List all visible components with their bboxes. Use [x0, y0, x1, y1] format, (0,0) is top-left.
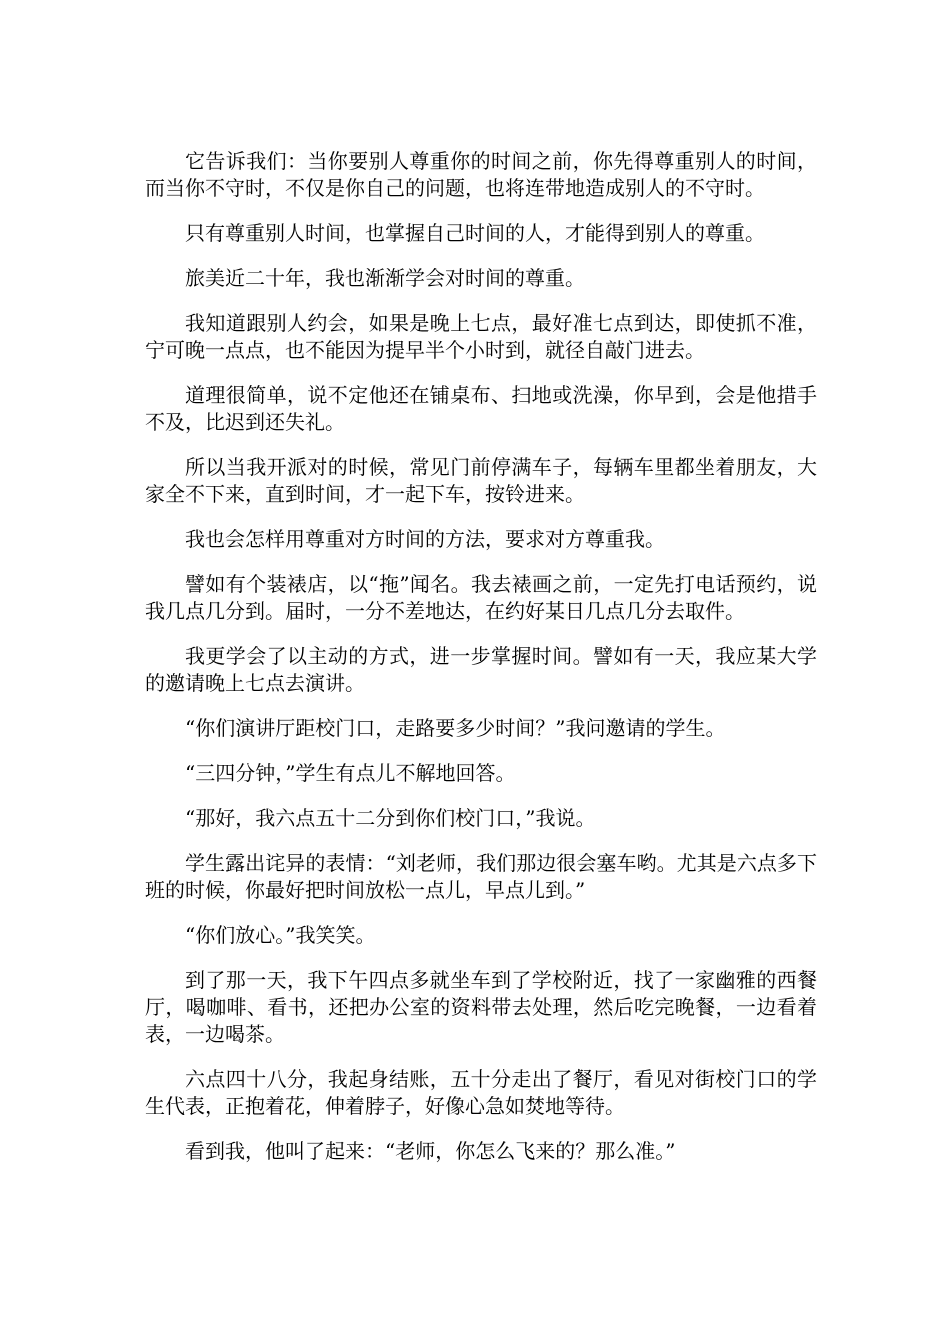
paragraph-17: 看到我，他叫了起来：“老师，你怎么飞来的？那么准。” — [185, 1139, 676, 1163]
paragraph-15: 到了那一天，我下午四点多就坐车到了学校附近，找了一家幽雅的西餐厅，喝咖啡、看书，还把办公室的资料带去处理，然后吃完晚餐，一边看着表，一边喝茶。 — [145, 968, 817, 1046]
paragraph-16: 六点四十八分，我起身结账，五十分走出了餐厅，看见对街校门口的学生代表，正抱着花，伸着脖子，好像心急如焚地等待。 — [145, 1067, 817, 1118]
paragraph-7: 我也会怎样用尊重对方时间的方法，要求对方尊重我。 — [185, 527, 665, 551]
document-body — [145, 148, 817, 1183]
paragraph-12: “那好，我六点五十二分到你们校门口，”我说。 — [185, 806, 596, 830]
paragraph-8: 譬如有个装裱店，以“拖”闻名。我去裱画之前，一定先打电话预约，说我几点几分到。届时，一分不差地达，在约好某日几点几分去取件。 — [145, 572, 817, 623]
paragraph-13: 学生露出诧异的表情：“刘老师，我们那边很会塞车哟。尤其是六点多下班的时候，你最好把时间放松一点儿，早点儿到。” — [145, 851, 817, 902]
paragraph-6: 所以当我开派对的时候，常见门前停满车子，每辆车里都坐着朋友，大家全不下来，直到时间，才一起下车，按铃进来。 — [145, 455, 817, 506]
paragraph-11: “三四分钟，”学生有点儿不解地回答。 — [185, 761, 516, 785]
paragraph-14: “你们放心。”我笑笑。 — [185, 923, 376, 947]
paragraph-3: 旅美近二十年，我也渐渐学会对时间的尊重。 — [185, 266, 585, 290]
paragraph-10: “你们演讲厅距校门口，走路要多少时间？”我问邀请的学生。 — [185, 716, 726, 740]
paragraph-5: 道理很简单，说不定他还在铺桌布、扫地或洗澡，你早到，会是他措手不及，比迟到还失礼。 — [145, 383, 817, 434]
paragraph-4: 我知道跟别人约会，如果是晚上七点，最好准七点到达，即使抓不准，宁可晚一点点，也不能因为提早半个小时到，就径自敲门进去。 — [145, 311, 817, 362]
paragraph-1: 它告诉我们：当你要别人尊重你的时间之前，你先得尊重别人的时间，而当你不守时，不仅是你自己的问题，也将连带地造成别人的不守时。 — [145, 149, 817, 200]
paragraph-2: 只有尊重别人时间，也掌握自己时间的人，才能得到别人的尊重。 — [185, 221, 765, 245]
paragraph-9: 我更学会了以主动的方式，进一步掌握时间。譬如有一天，我应某大学的邀请晚上七点去演讲。 — [145, 644, 817, 695]
